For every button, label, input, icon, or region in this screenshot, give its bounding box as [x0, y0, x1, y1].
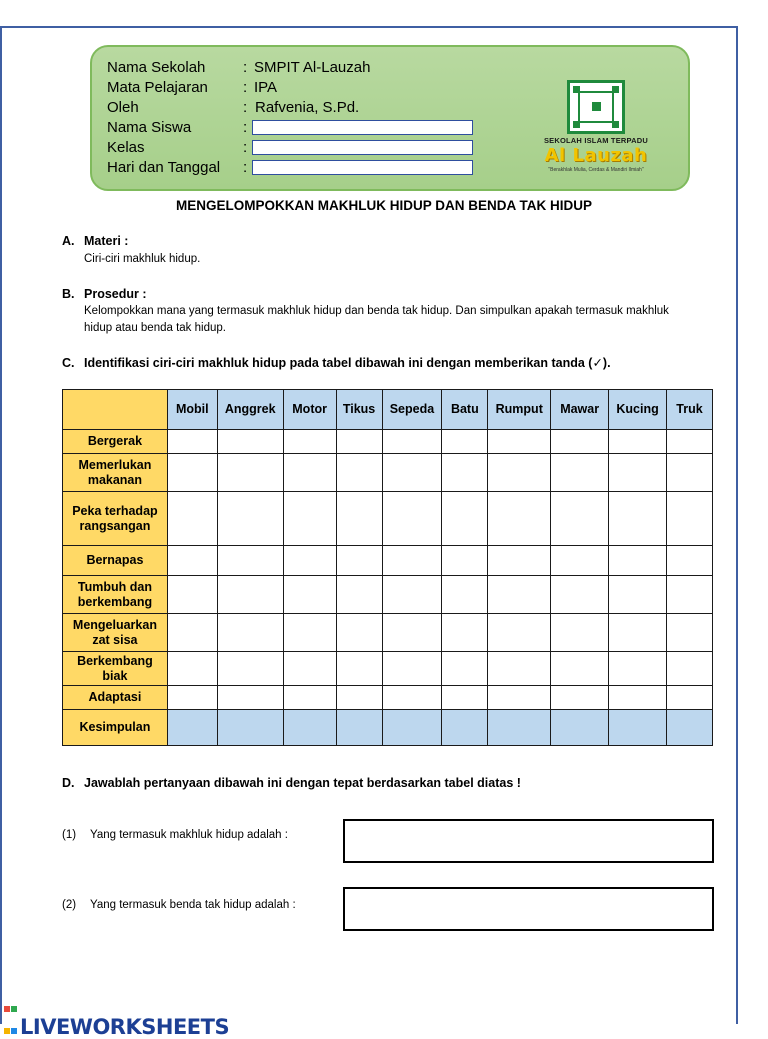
check-cell[interactable]	[609, 546, 667, 576]
check-cell[interactable]	[167, 430, 217, 454]
check-cell[interactable]	[551, 546, 609, 576]
row-header: Adaptasi	[63, 686, 168, 710]
check-cell[interactable]	[667, 576, 713, 614]
check-cell[interactable]	[382, 652, 442, 686]
check-cell[interactable]	[609, 576, 667, 614]
section-d-heading	[62, 776, 521, 790]
check-cell[interactable]	[217, 492, 283, 546]
check-cell[interactable]	[336, 614, 382, 652]
table-row	[63, 454, 713, 492]
brand-name: LIVEWORKSHEETS	[20, 1015, 230, 1039]
table-row	[63, 492, 713, 546]
check-cell[interactable]	[382, 492, 442, 546]
emblem-dot	[612, 121, 619, 128]
check-cell[interactable]	[382, 546, 442, 576]
check-cell[interactable]	[442, 576, 488, 614]
check-cell[interactable]	[488, 576, 551, 614]
worksheet-title: MENGELOMPOKKAN MAKHLUK HIDUP DAN BENDA TAK HIDUP	[176, 198, 592, 213]
logo-wordmark: Al Lauzah	[544, 145, 648, 166]
check-cell[interactable]	[551, 576, 609, 614]
column-header: Mobil	[167, 390, 217, 430]
check-cell[interactable]	[551, 430, 609, 454]
section-letter: D.	[62, 776, 75, 790]
school-logo	[536, 76, 656, 176]
check-cell[interactable]	[283, 546, 336, 576]
check-cell[interactable]	[667, 614, 713, 652]
section-letter: B.	[62, 287, 75, 301]
check-cell[interactable]	[167, 652, 217, 686]
check-cell[interactable]	[667, 652, 713, 686]
info-label: Nama Sekolah	[107, 59, 206, 76]
check-cell[interactable]	[442, 492, 488, 546]
check-cell[interactable]	[336, 454, 382, 492]
info-label: Nama Siswa	[107, 119, 192, 136]
check-cell[interactable]	[336, 576, 382, 614]
answer-2-box[interactable]	[343, 887, 714, 931]
logo-tagline: "Berakhlak Mulia, Cerdas & Mandiri Ilmiah"	[548, 167, 644, 173]
row-header: Mengeluarkan zat sisa	[63, 614, 168, 652]
row-header: Bernapas	[63, 546, 168, 576]
student-name-input[interactable]	[252, 120, 473, 135]
check-cell[interactable]	[382, 454, 442, 492]
check-cell[interactable]	[551, 614, 609, 652]
conclusion-cell[interactable]	[609, 710, 667, 746]
question-text: Yang termasuk benda tak hidup adalah :	[90, 899, 296, 911]
check-cell[interactable]	[336, 492, 382, 546]
conclusion-row	[63, 710, 713, 746]
check-cell[interactable]	[442, 546, 488, 576]
check-cell[interactable]	[609, 652, 667, 686]
check-cell[interactable]	[217, 576, 283, 614]
emblem-dot	[612, 86, 619, 93]
table-row	[63, 686, 713, 710]
section-title: Materi :	[84, 234, 129, 248]
check-cell[interactable]	[283, 686, 336, 710]
check-cell[interactable]	[442, 686, 488, 710]
section-a-heading	[62, 234, 128, 248]
check-cell[interactable]	[167, 686, 217, 710]
section-c-heading	[62, 355, 611, 370]
row-header: Memerlukan makanan	[63, 454, 168, 492]
column-header: Batu	[442, 390, 488, 430]
conclusion-cell[interactable]	[336, 710, 382, 746]
check-cell[interactable]	[667, 454, 713, 492]
check-cell[interactable]	[442, 652, 488, 686]
info-colon: :	[243, 119, 248, 136]
row-header: Kesimpulan	[63, 710, 168, 746]
check-cell[interactable]	[609, 430, 667, 454]
section-b-heading	[62, 287, 147, 301]
school-name-value: SMPIT Al-Lauzah	[254, 59, 371, 76]
check-cell[interactable]	[167, 492, 217, 546]
identification-table	[62, 389, 713, 746]
section-letter: A.	[62, 234, 75, 248]
row-header: Bergerak	[63, 430, 168, 454]
check-cell[interactable]	[551, 686, 609, 710]
check-cell[interactable]	[609, 492, 667, 546]
check-cell[interactable]	[167, 454, 217, 492]
check-cell[interactable]	[217, 546, 283, 576]
question-number: (1)	[62, 829, 77, 841]
info-label: Mata Pelajaran	[107, 79, 208, 96]
check-cell[interactable]	[167, 546, 217, 576]
conclusion-cell[interactable]	[217, 710, 283, 746]
table-row	[63, 546, 713, 576]
answer-1-box[interactable]	[343, 819, 714, 863]
check-cell[interactable]	[609, 614, 667, 652]
check-cell[interactable]	[217, 430, 283, 454]
check-cell[interactable]	[488, 614, 551, 652]
conclusion-cell[interactable]	[488, 710, 551, 746]
column-header: Truk	[667, 390, 713, 430]
check-cell[interactable]	[488, 546, 551, 576]
check-cell[interactable]	[488, 492, 551, 546]
row-header: Berkembang biak	[63, 652, 168, 686]
check-cell[interactable]	[217, 614, 283, 652]
school-emblem-icon	[567, 80, 625, 134]
conclusion-cell[interactable]	[283, 710, 336, 746]
info-label: Kelas	[107, 139, 145, 156]
info-label: Oleh	[107, 99, 139, 116]
conclusion-cell[interactable]	[667, 710, 713, 746]
check-cell[interactable]	[217, 652, 283, 686]
table-row	[63, 430, 713, 454]
section-a-body: Ciri-ciri makhluk hidup.	[84, 253, 201, 265]
check-cell[interactable]	[217, 454, 283, 492]
check-cell[interactable]	[283, 492, 336, 546]
question-text: Yang termasuk makhluk hidup adalah :	[90, 829, 288, 841]
table-body	[63, 430, 713, 746]
info-label: Hari dan Tanggal	[107, 159, 221, 176]
check-cell[interactable]	[609, 454, 667, 492]
author-value: Rafvenia, S.Pd.	[255, 99, 360, 116]
logo-caption: SEKOLAH ISLAM TERPADU	[543, 136, 649, 145]
check-cell[interactable]	[667, 686, 713, 710]
check-cell[interactable]	[283, 614, 336, 652]
info-colon: :	[243, 79, 248, 96]
check-cell[interactable]	[336, 430, 382, 454]
row-header: Peka terhadap rangsangan	[63, 492, 168, 546]
column-header: Rumput	[488, 390, 551, 430]
check-cell[interactable]	[382, 430, 442, 454]
check-cell[interactable]	[382, 686, 442, 710]
subject-value: IPA	[254, 79, 278, 96]
info-colon: :	[243, 99, 248, 116]
check-cell[interactable]	[488, 686, 551, 710]
table-row	[63, 652, 713, 686]
check-cell[interactable]	[336, 546, 382, 576]
date-input[interactable]	[252, 160, 473, 175]
conclusion-cell[interactable]	[167, 710, 217, 746]
emblem-dot	[573, 86, 580, 93]
check-cell[interactable]	[217, 686, 283, 710]
check-cell[interactable]	[283, 652, 336, 686]
check-cell[interactable]	[382, 576, 442, 614]
check-cell[interactable]	[667, 492, 713, 546]
check-cell[interactable]	[442, 614, 488, 652]
section-b-body: Kelompokkan mana yang termasuk makhluk hidup dan benda tak hidup. Dan simpulkan apakah termasuk makhluk hidup atau benda tak hidup.	[84, 305, 669, 334]
table-corner-cell	[63, 390, 168, 430]
check-cell[interactable]	[551, 454, 609, 492]
column-header: Tikus	[336, 390, 382, 430]
check-cell[interactable]	[167, 576, 217, 614]
row-header: Tumbuh dan berkembang	[63, 576, 168, 614]
check-cell[interactable]	[488, 652, 551, 686]
check-cell[interactable]	[283, 430, 336, 454]
conclusion-cell[interactable]	[442, 710, 488, 746]
column-header: Anggrek	[217, 390, 283, 430]
section-title: Identifikasi ciri-ciri makhluk hidup pada tabel dibawah ini dengan memberikan tanda (✓).	[84, 356, 611, 370]
column-header: Kucing	[609, 390, 667, 430]
check-cell[interactable]	[283, 576, 336, 614]
check-cell[interactable]	[167, 614, 217, 652]
info-colon: :	[243, 139, 248, 156]
class-input[interactable]	[252, 140, 473, 155]
emblem-dot	[592, 102, 601, 111]
section-title: Prosedur :	[84, 287, 147, 301]
check-cell[interactable]	[551, 652, 609, 686]
table-header-row	[63, 390, 713, 430]
check-cell[interactable]	[336, 686, 382, 710]
column-header: Mawar	[551, 390, 609, 430]
check-cell[interactable]	[488, 430, 551, 454]
table-row	[63, 576, 713, 614]
column-header: Sepeda	[382, 390, 442, 430]
liveworksheets-icon	[4, 995, 18, 1009]
section-letter: C.	[62, 356, 75, 370]
check-cell[interactable]	[667, 546, 713, 576]
check-cell[interactable]	[283, 454, 336, 492]
check-cell[interactable]	[442, 454, 488, 492]
liveworksheets-logo[interactable]	[4, 995, 230, 1039]
check-cell[interactable]	[609, 686, 667, 710]
emblem-dot	[573, 121, 580, 128]
table-row	[63, 614, 713, 652]
check-cell[interactable]	[442, 430, 488, 454]
info-colon: :	[243, 59, 248, 76]
check-cell[interactable]	[667, 430, 713, 454]
conclusion-cell[interactable]	[551, 710, 609, 746]
check-cell[interactable]	[551, 492, 609, 546]
question-number: (2)	[62, 899, 77, 911]
check-cell[interactable]	[336, 652, 382, 686]
conclusion-cell[interactable]	[382, 710, 442, 746]
column-header: Motor	[283, 390, 336, 430]
info-colon: :	[243, 159, 248, 176]
check-cell[interactable]	[488, 454, 551, 492]
section-title: Jawablah pertanyaan dibawah ini dengan tepat berdasarkan tabel diatas !	[84, 776, 521, 790]
check-cell[interactable]	[382, 614, 442, 652]
